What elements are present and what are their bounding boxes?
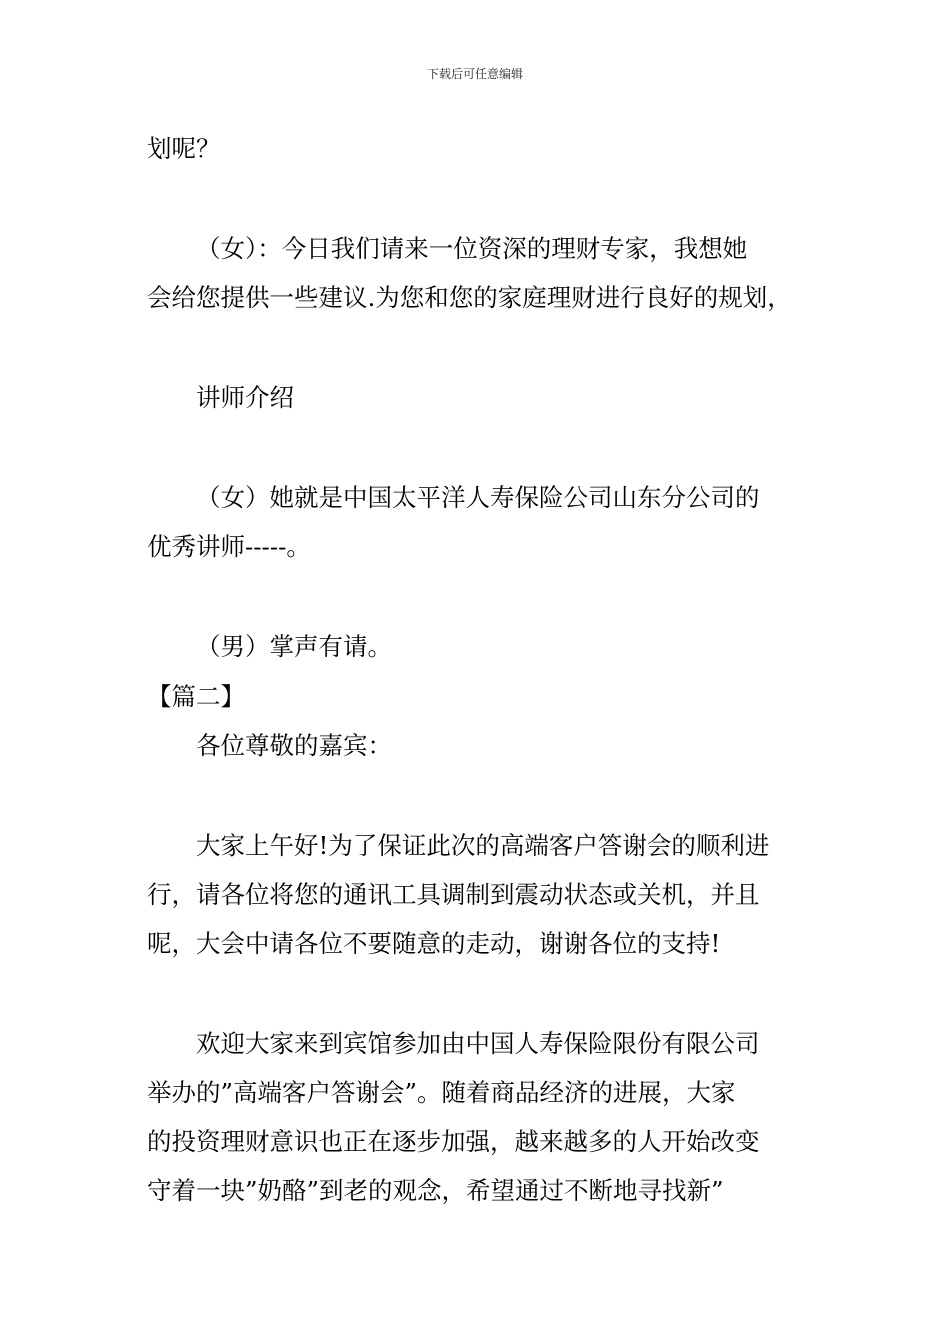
paragraph-host-male-applause [196, 622, 812, 671]
text-line: （女）：今日我们请来一位资深的理财专家，我想她 [196, 234, 748, 263]
page-header: 下载后可任意编辑 [426, 67, 523, 81]
paragraph-opening-notice [147, 821, 812, 968]
text-line: 划呢？ [147, 134, 221, 163]
paragraph-lecturer-identity [147, 473, 812, 571]
text-line: 呢，大会中请各位不要随意的走动，谢谢各位的支持! [147, 929, 721, 958]
text-line: （男）掌声有请。 [196, 632, 392, 661]
text-line: 的投资理财意识也正在逐步加强，越来越多的人开始改变 [147, 1127, 760, 1156]
text-line: （女）她就是中国太平洋人寿保险公司山东分公司的 [196, 483, 760, 512]
paragraph-host-female-intro [147, 224, 812, 322]
paragraph-continuation [147, 124, 812, 173]
paragraph-greeting [196, 721, 812, 770]
text-line: 行，请各位将您的通讯工具调制到震动状态或关机，并且 [147, 880, 760, 909]
text-line: 各位尊敬的嘉宾： [196, 731, 392, 760]
text-line: 讲师介绍 [196, 383, 294, 412]
section-heading [147, 672, 812, 721]
text-line: 会给您提供一些建议.为您和您的家庭理财进行良好的规划， [147, 283, 792, 312]
paragraph-lecturer-intro-heading [196, 373, 812, 422]
text-line: 大家上午好!为了保证此次的高端客户答谢会的顺利进 [196, 831, 770, 860]
text-line: 守着一块”奶酪”到老的观念，希望通过不断地寻找新” [147, 1176, 724, 1205]
paragraph-welcome [147, 1019, 812, 1215]
text-line: 欢迎大家来到宾馆参加由中国人寿保险限份有限公司 [196, 1029, 760, 1058]
text-line: 举办的”高端客户答谢会”。随着商品经济的进展，大家 [147, 1078, 736, 1107]
text-line: 【篇二】 [147, 682, 245, 711]
text-line: 优秀讲师-----。 [147, 532, 311, 561]
